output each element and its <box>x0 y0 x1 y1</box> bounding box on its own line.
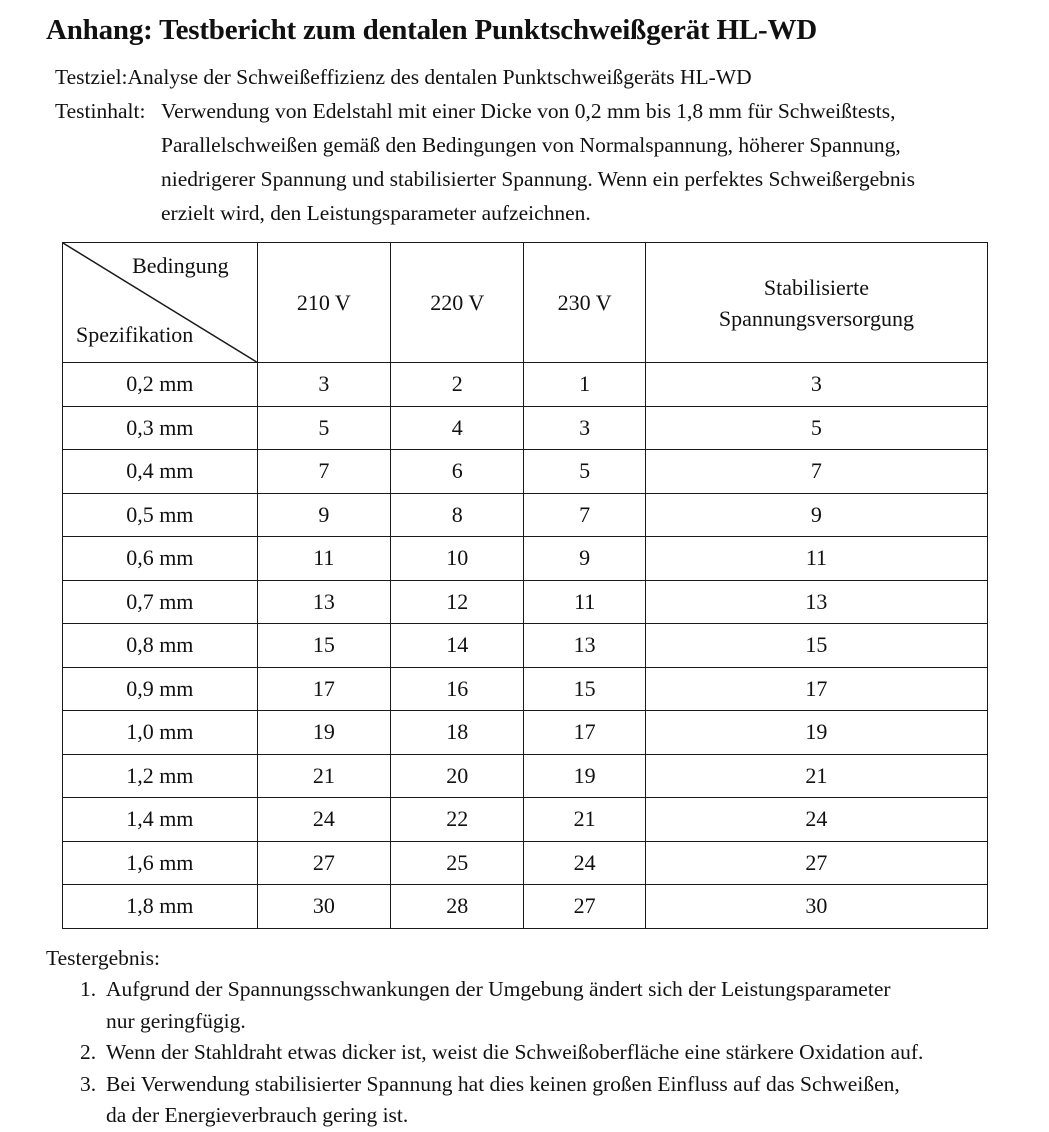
table-row <box>63 406 988 450</box>
value-230v-cell: 17 <box>524 711 645 755</box>
test-goal-text: Analyse der Schweißeffizienz des dentalen Punktschweißgeräts HL-WD <box>127 65 752 89</box>
value-220v-cell: 22 <box>391 798 524 842</box>
document-title: Anhang: Testbericht zum dentalen Punktschweißgerät HL-WD <box>46 14 818 46</box>
test-content-label: Testinhalt: <box>55 99 146 123</box>
table-row <box>63 363 988 407</box>
spec-cell: 1,6 mm <box>63 841 258 885</box>
value-210v-cell: 7 <box>257 450 390 494</box>
value-210v-cell: 5 <box>257 406 390 450</box>
list-item-line: Wenn der Stahldraht etwas dicker ist, weist die Schweißoberfläche eine stärkere Oxidation auf. <box>106 1040 924 1064</box>
list-item-line: Bei Verwendung stabilisierter Spannung hat dies keinen großen Einfluss auf das Schweißen, <box>106 1071 900 1096</box>
value-230v-cell: 15 <box>524 667 645 711</box>
value-230v-cell: 27 <box>524 885 645 929</box>
list-item-text <box>106 974 1020 1037</box>
value-220v-cell: 18 <box>391 711 524 755</box>
table-row <box>63 493 988 537</box>
value-stabilized-cell: 7 <box>645 450 987 494</box>
value-220v-cell: 10 <box>391 537 524 581</box>
spec-cell: 0,2 mm <box>63 363 258 407</box>
value-220v-cell: 14 <box>391 624 524 668</box>
value-stabilized-cell: 9 <box>645 493 987 537</box>
value-230v-cell: 19 <box>524 754 645 798</box>
value-220v-cell: 8 <box>391 493 524 537</box>
value-stabilized-cell: 13 <box>645 580 987 624</box>
column-header-220v: 220 V <box>391 243 524 363</box>
column-header-210v: 210 V <box>257 243 390 363</box>
list-item-line: nur geringfügig. <box>106 1008 246 1033</box>
table-row <box>63 798 988 842</box>
table-header-row <box>63 243 988 363</box>
spec-cell: 1,0 mm <box>63 711 258 755</box>
list-item-number: 3. <box>80 1071 97 1096</box>
value-210v-cell: 17 <box>257 667 390 711</box>
value-210v-cell: 15 <box>257 624 390 668</box>
corner-spec-label: Spezifikation <box>76 322 194 347</box>
value-230v-cell: 5 <box>524 450 645 494</box>
value-220v-cell: 6 <box>391 450 524 494</box>
value-230v-cell: 21 <box>524 798 645 842</box>
table-row <box>63 754 988 798</box>
value-210v-cell: 9 <box>257 493 390 537</box>
test-content-text <box>161 94 1015 230</box>
value-210v-cell: 13 <box>257 580 390 624</box>
table-row <box>63 711 988 755</box>
table-row <box>63 624 988 668</box>
value-210v-cell: 21 <box>257 754 390 798</box>
list-item-number: 1. <box>80 977 97 1001</box>
stabilized-header-line: Stabilisierte <box>763 274 869 300</box>
corner-condition-label: Bedingung <box>132 253 229 278</box>
value-stabilized-cell: 17 <box>645 667 987 711</box>
table-row <box>63 667 988 711</box>
value-220v-cell: 12 <box>391 580 524 624</box>
value-stabilized-cell: 5 <box>645 406 987 450</box>
value-stabilized-cell: 24 <box>645 798 987 842</box>
spec-cell: 0,3 mm <box>63 406 258 450</box>
spec-cell: 0,8 mm <box>63 624 258 668</box>
spec-cell: 0,5 mm <box>63 493 258 537</box>
spec-cell: 1,4 mm <box>63 798 258 842</box>
value-220v-cell: 4 <box>391 406 524 450</box>
stabilized-header-line: Spannungsversorgung <box>718 305 914 331</box>
value-210v-cell: 11 <box>257 537 390 581</box>
value-stabilized-cell: 30 <box>645 885 987 929</box>
list-item <box>80 974 1020 1037</box>
value-220v-cell: 25 <box>391 841 524 885</box>
results-title: Testergebnis: <box>46 946 160 970</box>
list-item-text <box>106 1037 1020 1069</box>
value-220v-cell: 16 <box>391 667 524 711</box>
table-row <box>63 885 988 929</box>
test-goal <box>55 60 752 94</box>
test-content-line: erzielt wird, den Leistungsparameter aufzeichnen. <box>161 201 591 225</box>
value-230v-cell: 9 <box>524 537 645 581</box>
value-210v-cell: 19 <box>257 711 390 755</box>
table-row <box>63 537 988 581</box>
list-item-line: da der Energieverbrauch gering ist. <box>106 1103 409 1127</box>
spec-cell: 0,6 mm <box>63 537 258 581</box>
list-item <box>80 1069 1020 1132</box>
value-stabilized-cell: 19 <box>645 711 987 755</box>
list-item-line: Aufgrund der Spannungsschwankungen der Umgebung ändert sich der Leistungsparameter <box>106 977 891 1001</box>
value-230v-cell: 3 <box>524 406 645 450</box>
value-210v-cell: 27 <box>257 841 390 885</box>
value-220v-cell: 28 <box>391 885 524 929</box>
value-210v-cell: 30 <box>257 885 390 929</box>
test-content-line: Parallelschweißen gemäß den Bedingungen von Normalspannung, höherer Spannung, <box>161 133 901 157</box>
value-230v-cell: 7 <box>524 493 645 537</box>
table-row <box>63 580 988 624</box>
value-220v-cell: 20 <box>391 754 524 798</box>
list-item <box>80 1037 1020 1069</box>
spec-cell: 0,4 mm <box>63 450 258 494</box>
value-230v-cell: 24 <box>524 841 645 885</box>
value-230v-cell: 1 <box>524 363 645 407</box>
value-stabilized-cell: 27 <box>645 841 987 885</box>
value-210v-cell: 24 <box>257 798 390 842</box>
spec-cell: 0,7 mm <box>63 580 258 624</box>
spec-cell: 1,8 mm <box>63 885 258 929</box>
spec-cell: 1,2 mm <box>63 754 258 798</box>
test-content-line: Verwendung von Edelstahl mit einer Dicke von 0,2 mm bis 1,8 mm für Schweißtests, <box>161 99 896 123</box>
corner-header-cell <box>63 243 258 363</box>
value-230v-cell: 11 <box>524 580 645 624</box>
value-stabilized-cell: 3 <box>645 363 987 407</box>
value-stabilized-cell: 15 <box>645 624 987 668</box>
test-content-line: niedrigerer Spannung und stabilisierter Spannung. Wenn ein perfektes Schweißergebnis <box>161 167 915 191</box>
value-stabilized-cell: 11 <box>645 537 987 581</box>
value-210v-cell: 3 <box>257 363 390 407</box>
list-item-number: 2. <box>80 1040 97 1064</box>
value-stabilized-cell: 21 <box>645 754 987 798</box>
test-content <box>55 94 1015 230</box>
table-row <box>63 450 988 494</box>
list-item-text <box>106 1069 1020 1132</box>
column-header-stabilized <box>645 243 987 363</box>
results-list <box>80 974 1020 1132</box>
column-header-230v: 230 V <box>524 243 645 363</box>
value-230v-cell: 13 <box>524 624 645 668</box>
value-220v-cell: 2 <box>391 363 524 407</box>
spec-cell: 0,9 mm <box>63 667 258 711</box>
table-row <box>63 841 988 885</box>
table-body <box>63 363 988 929</box>
test-goal-label: Testziel: <box>55 65 128 89</box>
results-table <box>62 242 988 929</box>
